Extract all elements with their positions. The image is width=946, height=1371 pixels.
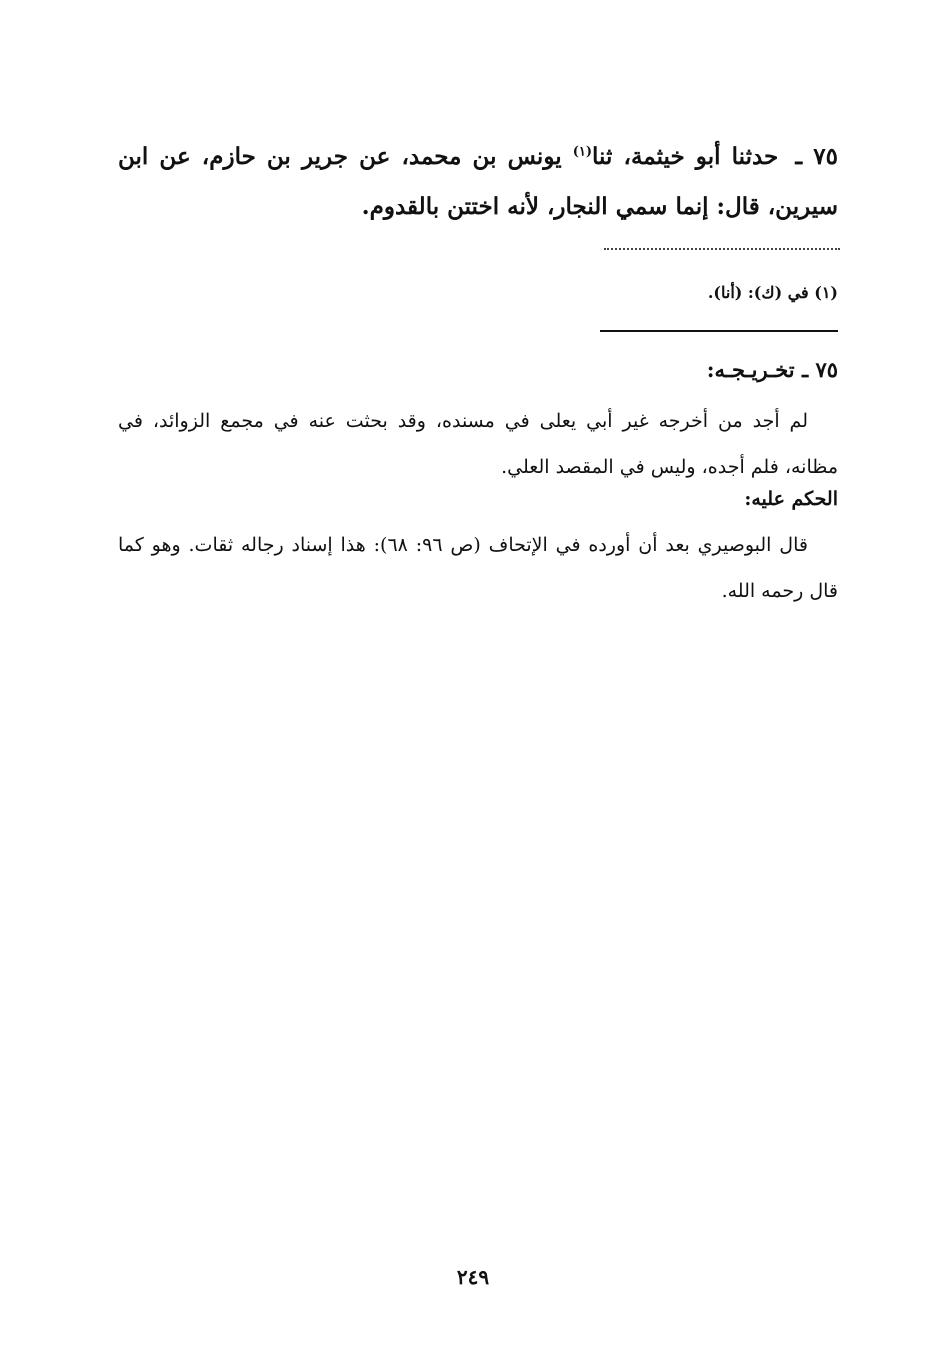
footnote-reference: (١) bbox=[572, 144, 593, 160]
section-divider bbox=[600, 330, 838, 332]
takhrij-heading: ٧٥ ـ تخـريـجـه: bbox=[706, 357, 838, 382]
hadith-isnad-rest: يونس بن محمد، عن جرير بن حازم، عن ابن سيرين، قال: إنما سمي النجار، لأنه اختتن بالقدوم. bbox=[118, 143, 838, 220]
hukm-heading: الحكم عليه: bbox=[744, 488, 838, 510]
hukm-paragraph: قال البوصيري بعد أن أورده في الإتحاف (ص ٩٦: ٦٨): هذا إسناد رجاله ثقات. وهو كما قال رحمه الله. bbox=[118, 534, 838, 602]
takhrij-paragraph: لم أجد من أخرجه غير أبي يعلى في مسنده، وقد بحثت عنه في مجمع الزوائد، في مظانه، فلم أجده، وليس في المقصد العلي. bbox=[118, 410, 838, 478]
footnote-separator bbox=[604, 248, 840, 250]
hadith-isnad-start: حدثنا أبو خيثمة، ثنا bbox=[592, 143, 779, 170]
footnote: (١) في (ك): (أنا). bbox=[707, 283, 838, 302]
page-number: ٢٤٩ bbox=[456, 1265, 490, 1289]
hadith-number: ٧٥ ـ bbox=[795, 143, 838, 170]
hadith-text bbox=[118, 132, 838, 232]
